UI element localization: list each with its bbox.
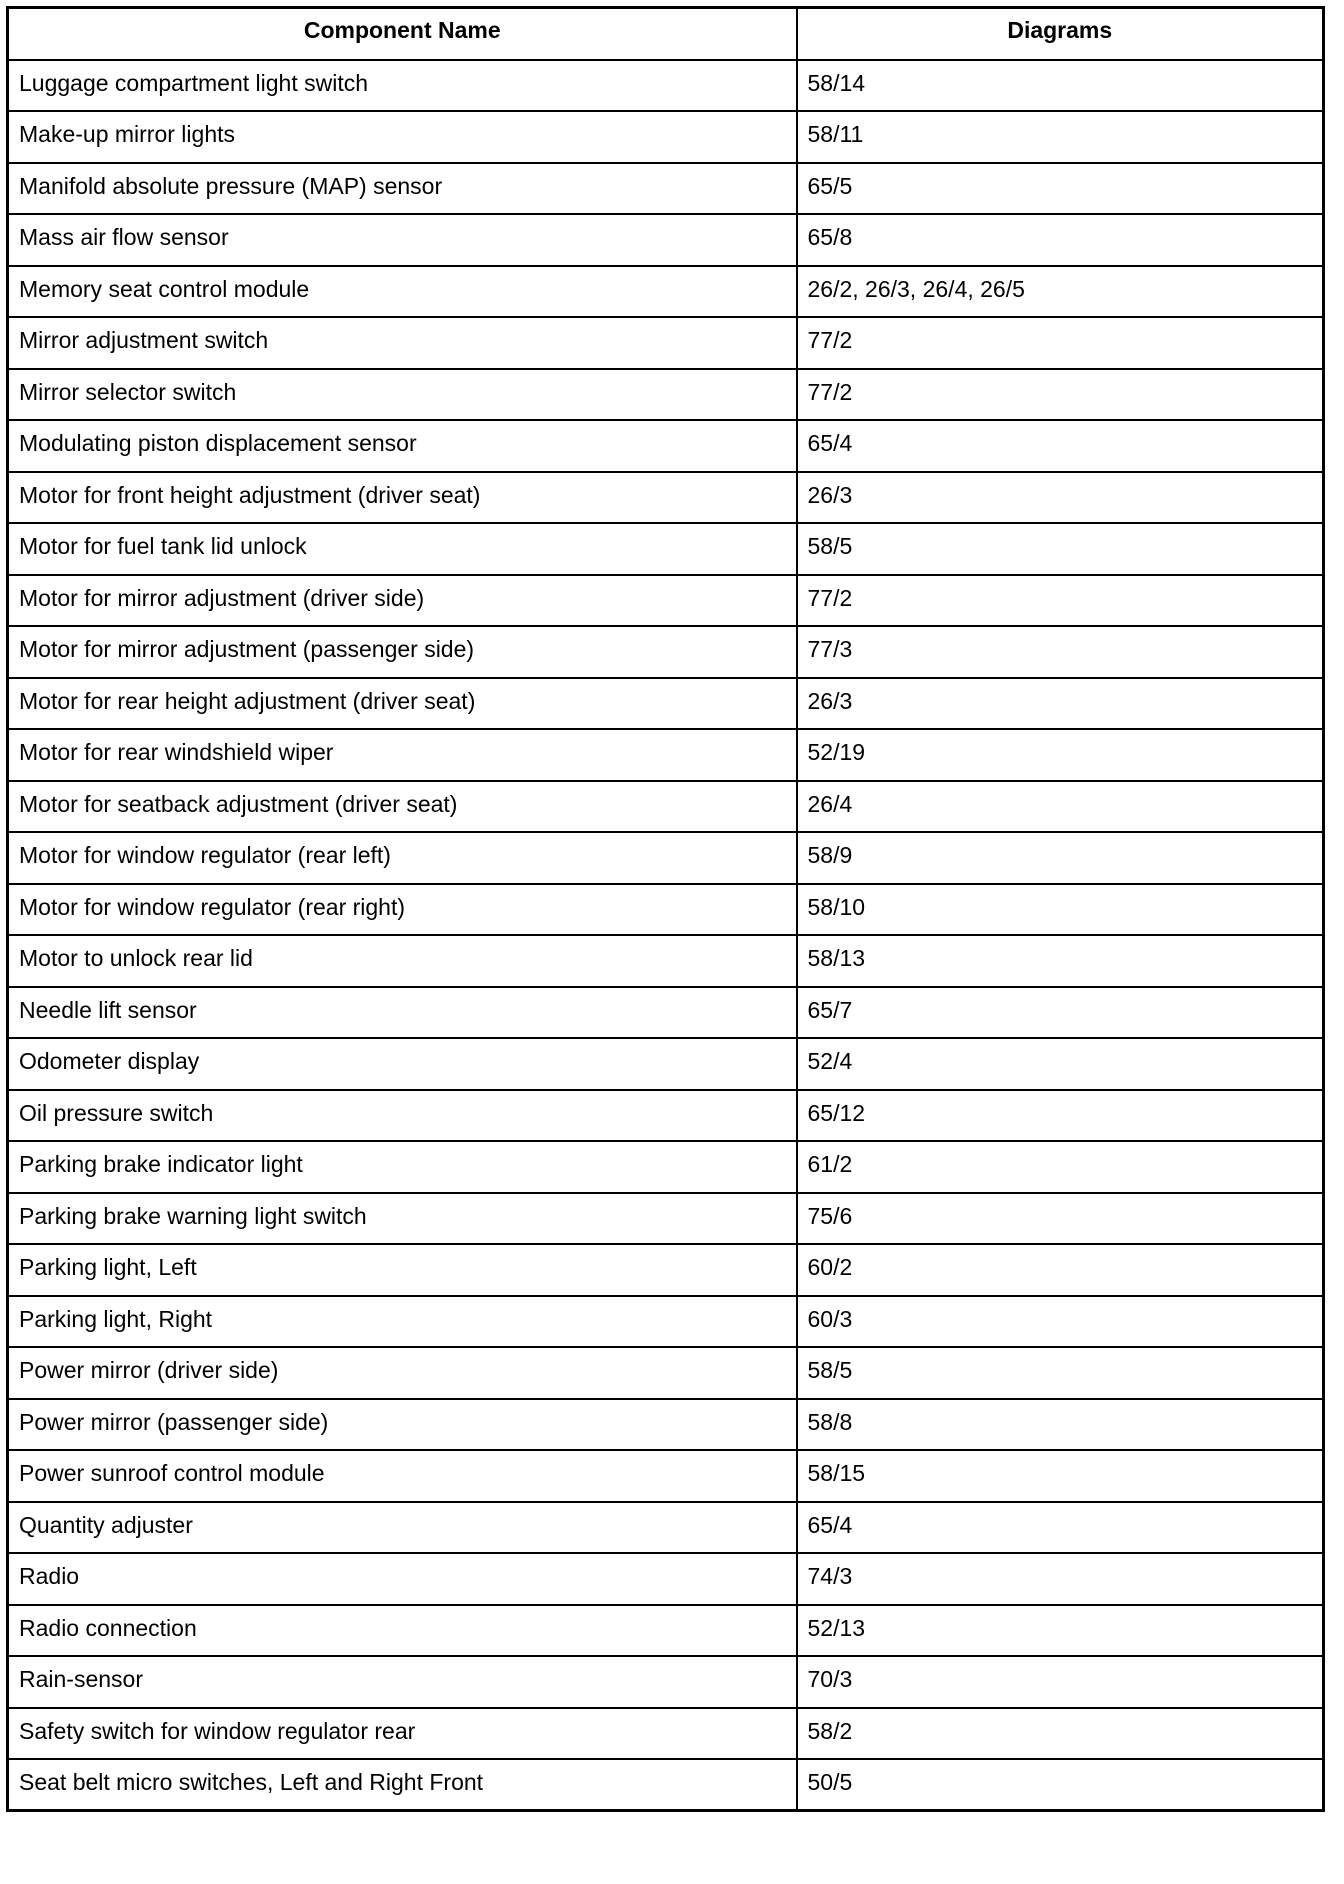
component-name-cell: Luggage compartment light switch: [8, 60, 797, 112]
component-name-cell: Seat belt micro switches, Left and Right Front: [8, 1759, 797, 1811]
table-body: [8, 60, 1324, 1811]
table-row: [8, 1347, 1324, 1399]
component-name-cell: Motor for mirror adjustment (driver side): [8, 575, 797, 627]
diagrams-cell: 61/2: [797, 1141, 1324, 1193]
table-row: [8, 1141, 1324, 1193]
diagrams-cell: 58/2: [797, 1708, 1324, 1760]
table-row: [8, 1605, 1324, 1657]
component-name-cell: Power sunroof control module: [8, 1450, 797, 1502]
diagrams-cell: 58/15: [797, 1450, 1324, 1502]
component-name-cell: Needle lift sensor: [8, 987, 797, 1039]
component-name-cell: Rain-sensor: [8, 1656, 797, 1708]
component-name-cell: Motor for rear height adjustment (driver seat): [8, 678, 797, 730]
component-name-cell: Radio connection: [8, 1605, 797, 1657]
table-row: [8, 575, 1324, 627]
component-name-cell: Quantity adjuster: [8, 1502, 797, 1554]
component-name-cell: Odometer display: [8, 1038, 797, 1090]
table-row: [8, 678, 1324, 730]
table-row: [8, 884, 1324, 936]
diagrams-cell: 77/2: [797, 575, 1324, 627]
table-row: [8, 472, 1324, 524]
diagrams-cell: 65/4: [797, 1502, 1324, 1554]
diagrams-cell: 60/2: [797, 1244, 1324, 1296]
diagrams-cell: 65/12: [797, 1090, 1324, 1142]
component-name-cell: Modulating piston displacement sensor: [8, 420, 797, 472]
table-row: [8, 729, 1324, 781]
component-name-cell: Motor for rear windshield wiper: [8, 729, 797, 781]
table-row: [8, 111, 1324, 163]
table-row: [8, 266, 1324, 318]
component-name-cell: Mirror selector switch: [8, 369, 797, 421]
table-row: [8, 1450, 1324, 1502]
component-name-cell: Manifold absolute pressure (MAP) sensor: [8, 163, 797, 215]
table-row: [8, 1296, 1324, 1348]
diagrams-cell: 58/11: [797, 111, 1324, 163]
component-name-cell: Mirror adjustment switch: [8, 317, 797, 369]
component-name-cell: Parking brake warning light switch: [8, 1193, 797, 1245]
diagrams-cell: 58/14: [797, 60, 1324, 112]
diagrams-cell: 26/3: [797, 472, 1324, 524]
diagrams-cell: 77/2: [797, 369, 1324, 421]
diagrams-cell: 77/2: [797, 317, 1324, 369]
table-header-row: [8, 8, 1324, 60]
table-row: [8, 1090, 1324, 1142]
component-name-cell: Motor for fuel tank lid unlock: [8, 523, 797, 575]
component-name-cell: Motor for mirror adjustment (passenger side): [8, 626, 797, 678]
table-row: [8, 1399, 1324, 1451]
table-row: [8, 369, 1324, 421]
diagrams-cell: 65/5: [797, 163, 1324, 215]
diagrams-cell: 58/8: [797, 1399, 1324, 1451]
diagrams-cell: 52/13: [797, 1605, 1324, 1657]
component-table-container: [6, 6, 1322, 1812]
diagrams-cell: 75/6: [797, 1193, 1324, 1245]
component-name-cell: Oil pressure switch: [8, 1090, 797, 1142]
component-name-cell: Parking light, Left: [8, 1244, 797, 1296]
component-name-cell: Power mirror (passenger side): [8, 1399, 797, 1451]
component-name-cell: Parking light, Right: [8, 1296, 797, 1348]
component-name-cell: Motor for window regulator (rear left): [8, 832, 797, 884]
table-row: [8, 1553, 1324, 1605]
component-name-cell: Power mirror (driver side): [8, 1347, 797, 1399]
table-row: [8, 1656, 1324, 1708]
diagrams-cell: 26/4: [797, 781, 1324, 833]
component-name-cell: Safety switch for window regulator rear: [8, 1708, 797, 1760]
table-row: [8, 1244, 1324, 1296]
table-row: [8, 1193, 1324, 1245]
diagrams-header: Diagrams: [797, 8, 1324, 60]
diagrams-cell: 50/5: [797, 1759, 1324, 1811]
component-name-cell: Motor for front height adjustment (driver seat): [8, 472, 797, 524]
table-row: [8, 523, 1324, 575]
table-row: [8, 60, 1324, 112]
diagrams-cell: 58/9: [797, 832, 1324, 884]
table-row: [8, 626, 1324, 678]
diagrams-cell: 70/3: [797, 1656, 1324, 1708]
component-name-cell: Motor for window regulator (rear right): [8, 884, 797, 936]
table-row: [8, 1708, 1324, 1760]
table-row: [8, 317, 1324, 369]
component-diagram-table: [6, 6, 1325, 1812]
diagrams-cell: 58/5: [797, 523, 1324, 575]
diagrams-cell: 74/3: [797, 1553, 1324, 1605]
diagrams-cell: 52/4: [797, 1038, 1324, 1090]
component-name-cell: Mass air flow sensor: [8, 214, 797, 266]
component-name-header: Component Name: [8, 8, 797, 60]
table-row: [8, 163, 1324, 215]
component-name-cell: Memory seat control module: [8, 266, 797, 318]
diagrams-cell: 77/3: [797, 626, 1324, 678]
component-name-cell: Radio: [8, 1553, 797, 1605]
table-row: [8, 935, 1324, 987]
table-row: [8, 1038, 1324, 1090]
table-row: [8, 987, 1324, 1039]
diagrams-cell: 58/5: [797, 1347, 1324, 1399]
diagrams-cell: 60/3: [797, 1296, 1324, 1348]
diagrams-cell: 65/4: [797, 420, 1324, 472]
component-name-cell: Parking brake indicator light: [8, 1141, 797, 1193]
table-row: [8, 1502, 1324, 1554]
table-row: [8, 781, 1324, 833]
table-row: [8, 832, 1324, 884]
table-row: [8, 420, 1324, 472]
diagrams-cell: 58/10: [797, 884, 1324, 936]
diagrams-cell: 26/2, 26/3, 26/4, 26/5: [797, 266, 1324, 318]
table-row: [8, 214, 1324, 266]
diagrams-cell: 65/7: [797, 987, 1324, 1039]
diagrams-cell: 65/8: [797, 214, 1324, 266]
component-name-cell: Motor for seatback adjustment (driver seat): [8, 781, 797, 833]
table-row: [8, 1759, 1324, 1811]
component-name-cell: Make-up mirror lights: [8, 111, 797, 163]
component-name-cell: Motor to unlock rear lid: [8, 935, 797, 987]
diagrams-cell: 58/13: [797, 935, 1324, 987]
diagrams-cell: 52/19: [797, 729, 1324, 781]
diagrams-cell: 26/3: [797, 678, 1324, 730]
